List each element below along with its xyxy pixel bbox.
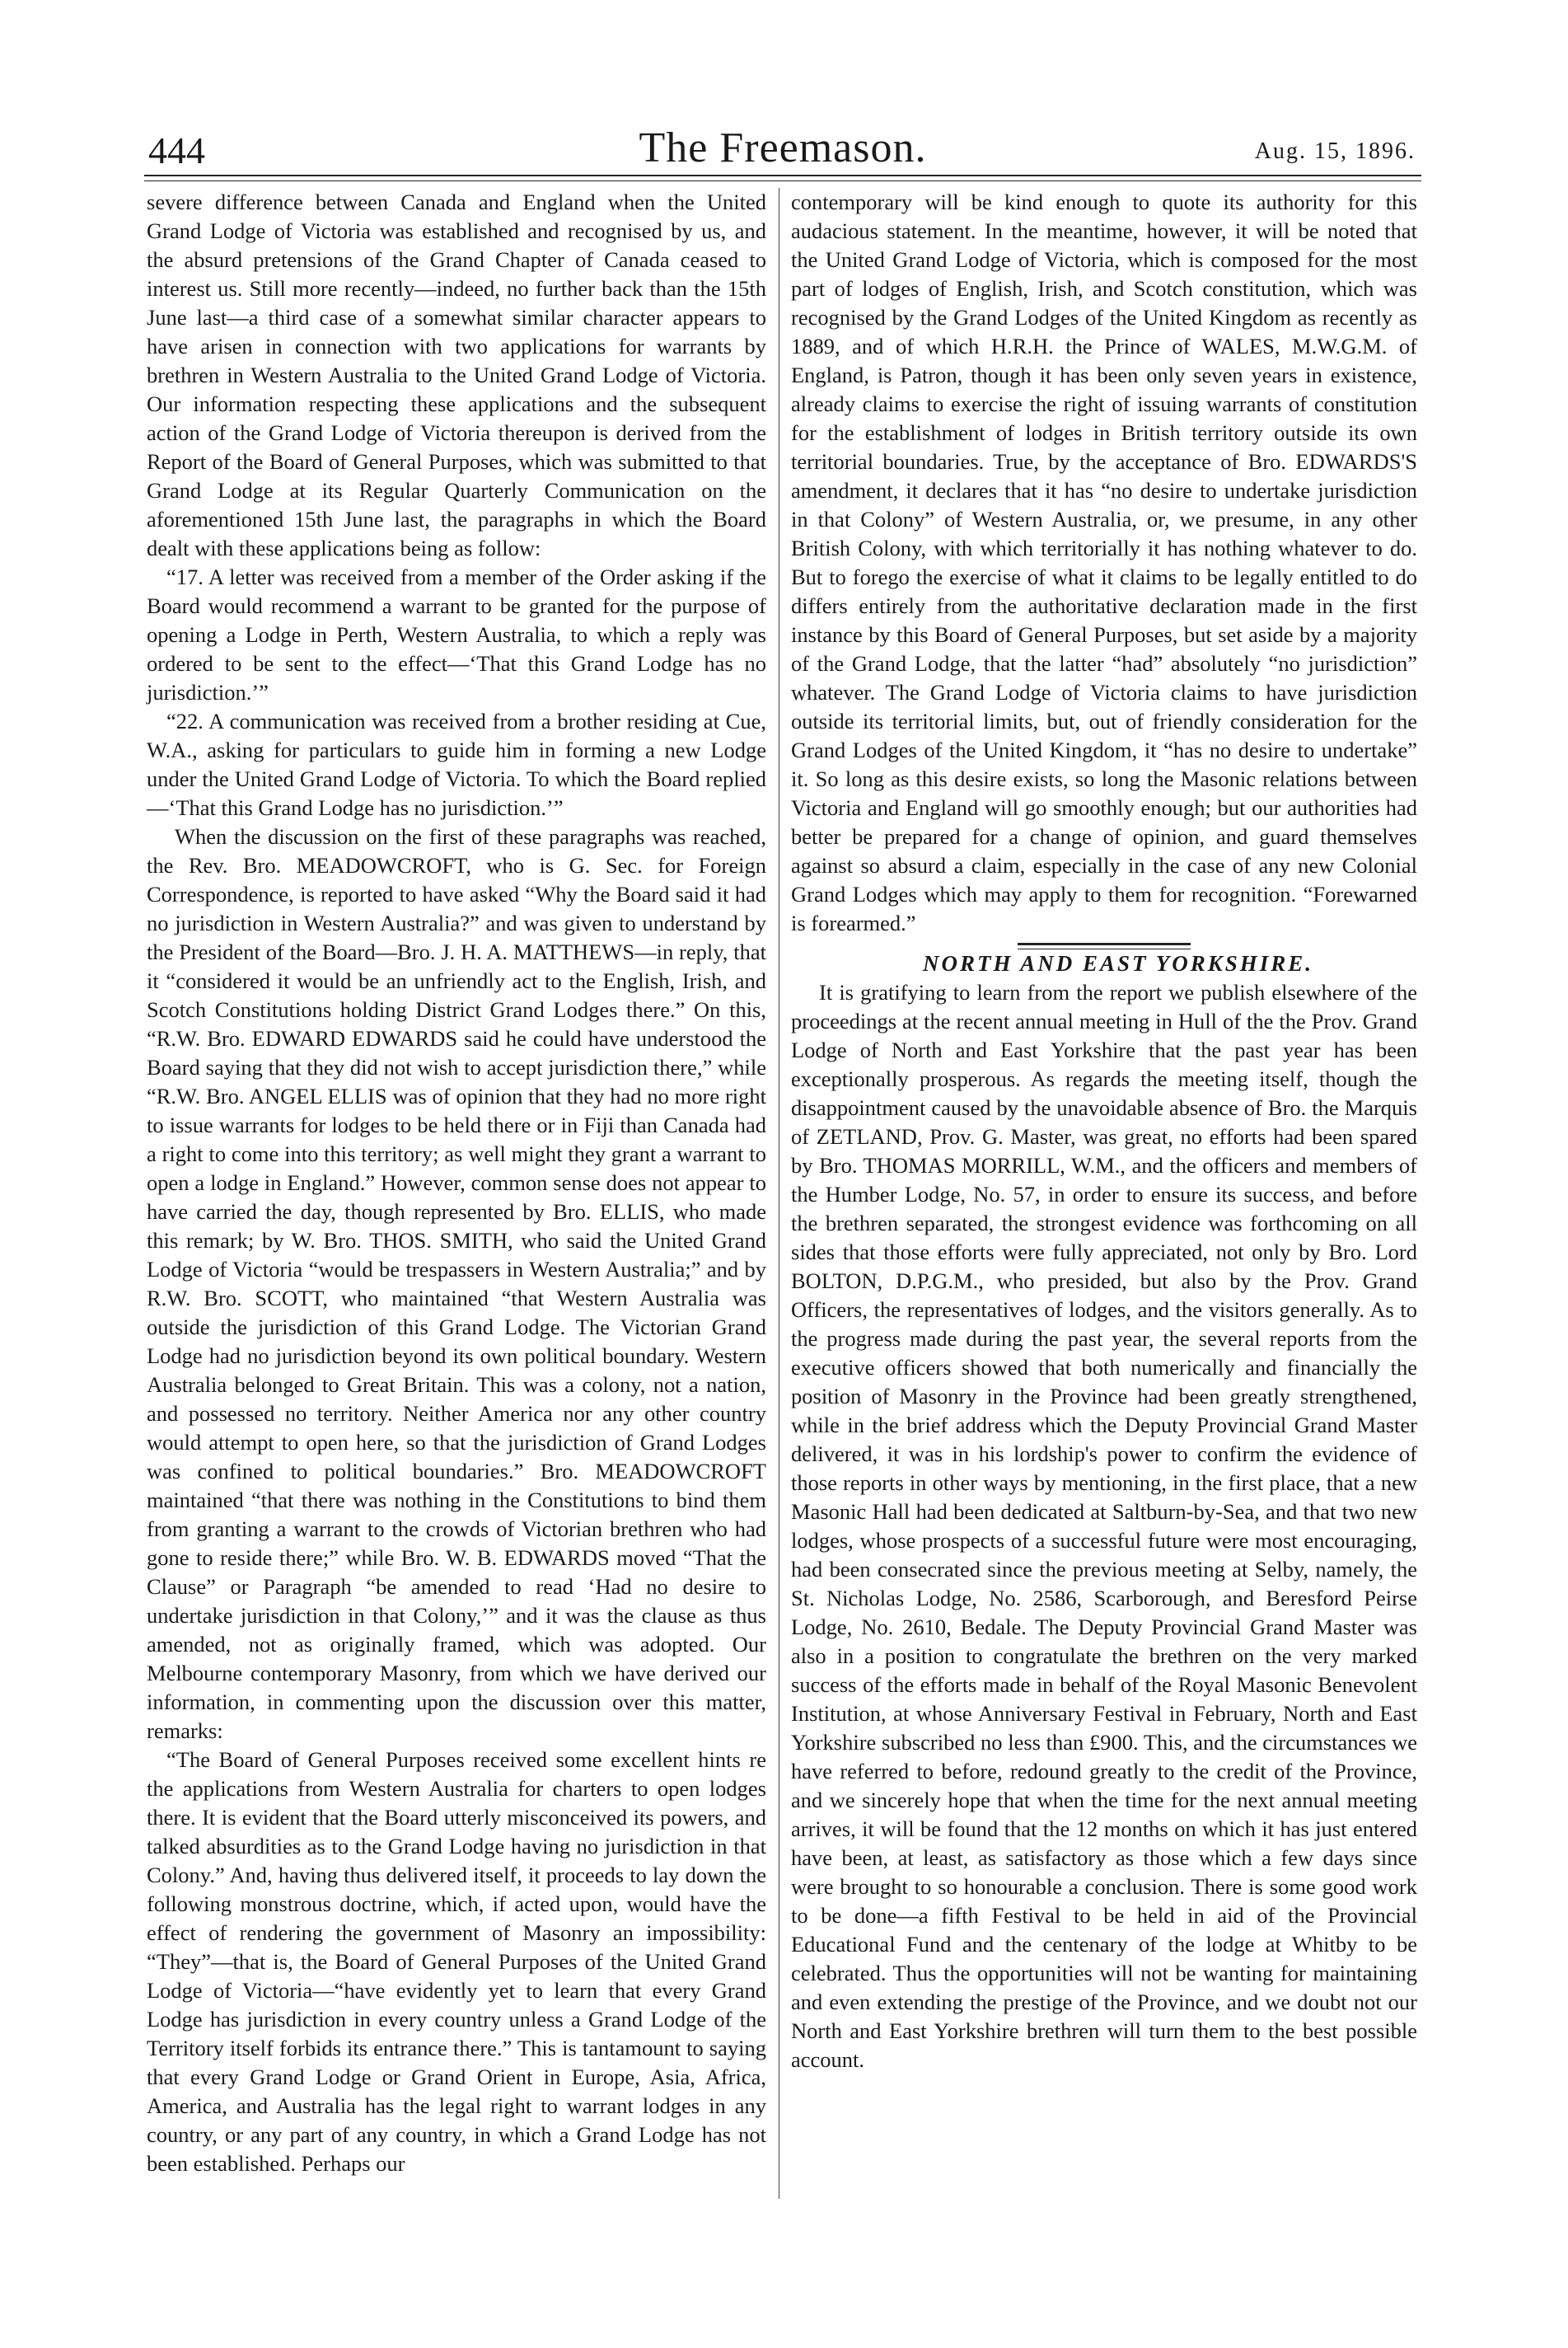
header-rule xyxy=(144,175,1421,176)
left-column xyxy=(147,188,766,2178)
header-rule-thin xyxy=(144,180,1421,181)
page-number: 444 xyxy=(148,129,205,171)
page-header xyxy=(140,124,1425,181)
publication-title: The Freemason. xyxy=(639,124,927,171)
section-divider-rule xyxy=(1018,943,1191,949)
article-paragraph: When the discussion on the first of these paragraphs was reached, the Rev. Bro. MEADOWCROFT, who is G. Sec. for Foreign Correspondence, is reported to have asked “Why the Board said it had no jurisdiction in Western Australia?” and was given to understand by the President of the Board—Bro. J. H. A. MATTHEWS—in reply, that it “considered it would be an unfriendly act to the English, Irish, and Scotch Constitutions holding District Grand Lodges there.” On this, “R.W. Bro. EDWARD EDWARDS said he could have understood the Board saying that they did not wish to accept jurisdiction there,” while “R.W. Bro. ANGEL ELLIS was of opinion that they had no more right to issue warrants for lodges to be held there or in Fiji than Canada had a right to come into this territory; as well might they grant a warrant to open a lodge in England.” However, common sense does not appear to have carried the day, though represented by Bro. ELLIS, who made this remark; by W. Bro. THOS. SMITH, who said the United Grand Lodge of Victoria “would be trespassers in Western Australia;” and by R.W. Bro. SCOTT, who maintained “that Western Australia was outside the jurisdiction of this Grand Lodge. The Victorian Grand Lodge had no jurisdiction beyond its own political boundary. Western Australia belonged to Great Britain. This was a colony, not a nation, and possessed no territory. Neither America nor any other country would attempt to open here, so that the jurisdiction of Grand Lodges was confined to political boundaries.” Bro. MEADOWCROFT maintained “that there was nothing in the Constitutions to bind them from granting a warrant to the crowds of Victorian brethren who had gone to reside there;” while Bro. W. B. EDWARDS moved “That the Clause” or Paragraph “be amended to read ‘Had no desire to undertake jurisdiction in that Colony,’” and it was the clause as thus amended, not as originally framed, which was adopted. Our Melbourne contemporary Masonry, from which we have derived our information, in commenting upon the discussion over this matter, remarks: xyxy=(147,824,766,1743)
article-paragraph: contemporary will be kind enough to quote its authority for this audacious statement. In the meantime, however, it will be noted that the United Grand Lodge of Victoria, which is composed for the most part of lodges of English, Irish, and Scotch constitution, which was recognised by the Grand Lodges of the United Kingdom as recently as 1889, and of which H.R.H. the Prince of WALES, M.W.G.M. of England, is Patron, though it has been only seven years in existence, already claims to exercise the right of issuing warrants of constitution for the establishment of lodges in British territory outside its own territorial boundaries. True, by the acceptance of Bro. EDWARDS'S amendment, it declares that it has “no desire to undertake jurisdiction in that Colony” of Western Australia, or, we presume, in any other British Colony, with which territorially it has nothing whatever to do. But to forego the exercise of what it claims to be legally entitled to do differs entirely from the authoritative declaration made in the first instance by this Board of General Purposes, but set aside by a majority of the Grand Lodge, that the latter “had” absolutely “no jurisdiction” whatever. The Grand Lodge of Victoria claims to have jurisdiction outside its territorial limits, but, out of friendly consideration for the Grand Lodges of the United Kingdom, it “has no desire to undertake” it. So long as this desire exists, so long the Masonic relations between Victoria and England will go smoothly enough; but our authorities had better be prepared for a change of opinion, and guard themselves against so absurd a claim, especially in the case of any new Colonial Grand Lodges which may apply to them for recognition. “Forewarned is forearmed.” xyxy=(791,190,1417,935)
issue-date: Aug. 15, 1896. xyxy=(1254,138,1416,164)
article-paragraph: severe difference between Canada and England when the United Grand Lodge of Victoria was established and recognised by us, and the absurd pretensions of the Grand Chapter of Canada ceased to interest us. Still more recently—indeed, no further back than the 15th June last—a third case of a somewhat similar character appears to have arisen in connection with two applications for warrants by brethren in Western Australia to the United Grand Lodge of Victoria. Our information respecting these applications and the subsequent action of the Grand Lodge of Victoria thereupon is derived from the Report of the Board of General Purposes, which was submitted to that Grand Lodge at its Regular Quarterly Communication on the aforementioned 15th June last, the paragraphs in which the Board dealt with these applications being as follow: xyxy=(147,190,766,560)
quoted-paragraph: “22. A communication was received from a brother residing at Cue, W.A., asking for particulars to guide him in forming a new Lodge under the United Grand Lodge of Victoria. To which the Board replied—‘That this Grand Lodge has no jurisdiction.’” xyxy=(147,709,766,820)
article-paragraph: It is gratifying to learn from the report we publish elsewhere of the proceedings at the recent annual meeting in Hull of the the Prov. Grand Lodge of North and East Yorkshire that the past year has been exceptionally prosperous. As regards the meeting itself, though the disappointment caused by the unavoidable absence of Bro. the Marquis of ZETLAND, Prov. G. Master, was great, no efforts had been spared by Bro. THOMAS MORRILL, W.M., and the officers and members of the Humber Lodge, No. 57, in order to ensure its success, and before the brethren separated, the strongest evidence was forthcoming on all sides that those efforts were fully appreciated, not only by Bro. Lord BOLTON, D.P.G.M., who presided, but also by the Prov. Grand Officers, the representatives of lodges, and the visitors generally. As to the progress made during the past year, the several reports from the executive officers showed that both numerically and financially the position of Masonry in the Province had been greatly strengthened, while in the brief address which the Deputy Provincial Grand Master delivered, it was in his lordship's power to confirm the evidence of those reports in other ways by mentioning, in the first place, that a new Masonic Hall had been dedicated at Saltburn-by-Sea, and that two new lodges, whose prospects of a successful future were most encouraging, had been consecrated since the previous meeting at Selby, namely, the St. Nicholas Lodge, No. 2586, Scarborough, and Beresford Peirse Lodge, No. 2610, Bedale. The Deputy Provincial Grand Master was also in a position to congratulate the brethren on the very marked success of the efforts made in behalf of the Royal Masonic Benevolent Institution, at whose Anniversary Festival in February, North and East Yorkshire subscribed no less than £900. This, and the circumstances we have referred to before, redound greatly to the credit of the Province, and we sincerely hope that when the time for the next annual meeting arrives, it will be found that the 12 months on which it has just entered have been, at least, as satisfactory as those which a few days since were brought to so honourable a conclusion. There is some good work to be done—a fifth Festival to be held in aid of the Provincial Educational Fund and the centenary of the lodge at Whitby to be celebrated. Thus the opportunities will not be wanting for maintaining and even extending the prestige of the Province, and we doubt not our North and East Yorkshire brethren will turn them to the best possible account. xyxy=(791,980,1417,2072)
quoted-paragraph: “17. A letter was received from a member of the Order asking if the Board would recommend a warrant to be granted for the purpose of opening a Lodge in Perth, Western Australia, to which a reply was ordered to be sent to the effect—‘That this Grand Lodge has no jurisdiction.’” xyxy=(147,565,766,705)
section-title: NORTH AND EAST YORKSHIRE. xyxy=(922,951,1314,976)
quoted-paragraph: “The Board of General Purposes received some excellent hints re the applications from Western Australia for charters to open lodges there. It is evident that the Board utterly misconceived its powers, and talked absurdities as to the Grand Lodge having no jurisdiction in that Colony.” And, having thus delivered itself, it proceeds to lay down the following monstrous doctrine, which, if acted upon, would have the effect of rendering the government of Masonry an impossibility: “They”—that is, the Board of General Purposes of the United Grand Lodge of Victoria—“have evidently yet to learn that every Grand Lodge has jurisdiction in every country unless a Grand Lodge of the Territory itself forbids its entrance there.” This is tantamount to saying that every Grand Lodge or Grand Orient in Europe, Asia, Africa, America, and Australia has the legal right to warrant lodges in any country, or any part of any country, in which a Grand Lodge has not been established. Perhaps our xyxy=(147,1747,766,2176)
right-column xyxy=(791,188,1417,2074)
